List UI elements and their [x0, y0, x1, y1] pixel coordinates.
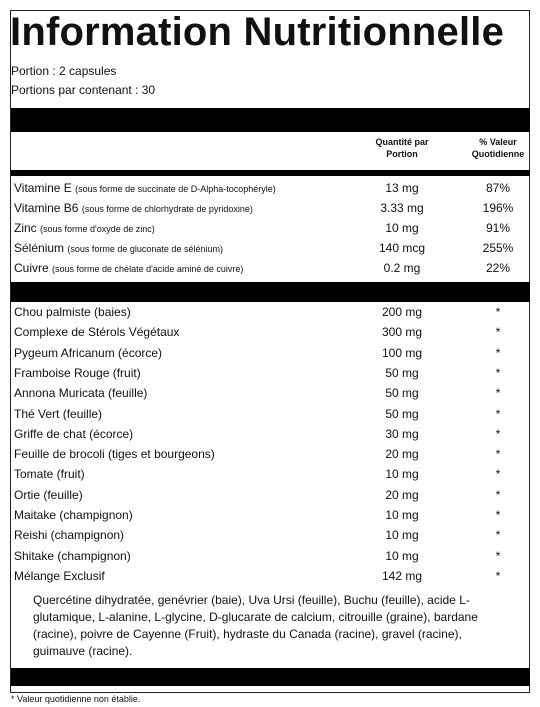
vitamins-row	[14, 258, 526, 278]
nutrient-label: Maitake (champignon)	[14, 508, 133, 522]
nutrient-source-note: (sous forme de chélate d'acide aminé de cuivre)	[52, 264, 244, 274]
nutrient-name	[14, 181, 276, 195]
nutrient-name	[14, 386, 147, 400]
nutrient-name	[14, 221, 155, 235]
nutrient-label: Ortie (feuille)	[14, 487, 83, 502]
bottom-divider	[11, 668, 530, 686]
amount-value: 10 mg	[385, 528, 419, 543]
herbs-row	[14, 485, 526, 505]
nutrient-name	[14, 569, 105, 583]
nutrient-name	[14, 366, 141, 380]
herbs-row	[14, 566, 526, 586]
daily-value: *	[495, 365, 501, 380]
herbs-row	[14, 525, 526, 545]
nutrient-name	[14, 467, 85, 481]
nutrient-name	[14, 346, 162, 360]
amount-value: 142 mg	[381, 568, 423, 583]
thick-divider-2	[11, 282, 530, 302]
amount-value: 20 mg	[385, 447, 419, 462]
daily-value: *	[495, 447, 501, 462]
nutrient-name	[14, 508, 133, 522]
amount-value: 13 mg	[385, 181, 419, 195]
vitamins-row	[14, 178, 526, 198]
daily-value: 22%	[485, 261, 511, 275]
daily-value: *	[495, 305, 501, 319]
nutrient-label: Feuille de brocoli (tiges et bourgeons)	[14, 447, 215, 462]
daily-value: *	[495, 325, 501, 340]
amount-value: 10 mg	[385, 548, 419, 563]
daily-value: *	[495, 548, 501, 563]
amount-value: 200 mg	[381, 305, 423, 319]
amount-value: 30 mg	[385, 426, 419, 441]
herbs-row	[14, 444, 526, 464]
amount-value: 50 mg	[385, 386, 419, 401]
nutrient-name	[14, 549, 131, 563]
amount-value: 10 mg	[385, 508, 419, 522]
nutrient-source-note: (sous forme de gluconate de sélénium)	[67, 244, 223, 254]
daily-value: 255%	[482, 241, 514, 255]
nutrient-label: Complexe de Stérols Végétaux	[14, 325, 180, 340]
blend-ingredients: Quercétine dihydratée, genévrier (baie), Uva Ursi (feuille), Buchu (feuille), acide L-glutamique, L-alanine, L-glycine, D-glucarate de calcium, citrouille (graine), bardane (racine), poivre de Cayenne (Fruit), hydraste du Canada (racine), gravel (racine), guimauve (racine).	[33, 593, 478, 658]
nutrient-name	[14, 261, 243, 275]
nutrient-label: Pygeum Africanum (écorce)	[14, 345, 163, 360]
amount-header-line1: Quantité par	[375, 137, 429, 147]
nutrient-source-note: (sous forme de succinate de D-Alpha-tocophéryle)	[75, 184, 276, 194]
vitamins-row	[14, 218, 526, 238]
daily-value: *	[495, 528, 501, 543]
daily-value: *	[495, 487, 501, 502]
nutrient-label: Vitamine E	[14, 181, 72, 195]
herbs-row	[14, 343, 526, 363]
amount-value: 20 mg	[385, 487, 419, 502]
nutrient-label: Annona Muricata (feuille)	[14, 386, 148, 401]
nutrient-label: Mélange Exclusif	[14, 568, 105, 583]
daily-value: *	[495, 386, 501, 401]
amount-value: 10 mg	[385, 221, 419, 235]
servings-per-container: Portions par contenant : 30	[11, 83, 156, 97]
herbs-row	[14, 546, 526, 566]
daily-value: *	[495, 508, 501, 522]
nutrient-label: Shitake (champignon)	[14, 548, 131, 563]
nutrient-name	[14, 407, 102, 421]
daily-value: 87%	[485, 181, 511, 195]
nutrient-name	[14, 488, 83, 502]
nutrient-name	[14, 447, 215, 461]
amount-value: 10 mg	[385, 467, 419, 482]
herbs-row	[14, 363, 526, 383]
nutrient-name	[14, 528, 124, 542]
daily-value: *	[495, 406, 501, 421]
thick-divider	[11, 108, 530, 132]
medium-divider	[11, 170, 530, 176]
herbs-row	[14, 505, 526, 525]
amount-value: 3.33 mg	[380, 201, 424, 215]
daily-value-header	[462, 136, 534, 160]
daily-value: *	[495, 345, 501, 360]
nutrient-name	[14, 305, 131, 319]
amount-header-line2: Portion	[386, 149, 418, 159]
nutrient-name	[14, 201, 253, 215]
serving-size: Portion : 2 capsules	[11, 64, 117, 78]
nutrient-source-note: (sous forme de chlorhydrate de pyridoxine)	[81, 204, 253, 214]
nutrient-source-note: (sous forme d'oxyde de zinc)	[40, 224, 155, 234]
nutrient-label: Griffe de chat (écorce)	[14, 426, 134, 441]
amount-value: 0.2 mg	[383, 261, 421, 275]
herbs-row	[14, 322, 526, 342]
daily-value: 196%	[482, 201, 514, 215]
nutrient-label: Chou palmiste (baies)	[14, 305, 131, 319]
nutrient-label: Cuivre	[14, 261, 49, 275]
dv-header-line2: Quotidienne	[471, 149, 525, 159]
footnote: * Valeur quotidienne non établie.	[11, 694, 141, 704]
herbs-row	[14, 424, 526, 444]
amount-value: 50 mg	[385, 406, 419, 421]
amount-value: 140 mcg	[378, 241, 426, 255]
nutrient-label: Vitamine B6	[14, 201, 79, 215]
herbs-row	[14, 464, 526, 484]
nutrient-label: Framboise Rouge (fruit)	[14, 365, 141, 380]
nutrient-name	[14, 325, 179, 339]
herbs-row	[14, 383, 526, 403]
daily-value: *	[495, 568, 501, 583]
amount-per-serving-header	[366, 136, 438, 160]
amount-value: 100 mg	[381, 345, 423, 360]
panel-title: Information Nutritionnelle	[10, 10, 505, 54]
nutrient-name	[14, 427, 133, 441]
amount-value: 300 mg	[381, 325, 423, 340]
nutrient-name	[14, 241, 223, 255]
herbs-row	[14, 404, 526, 424]
vitamins-row	[14, 238, 526, 258]
daily-value: *	[495, 467, 501, 482]
nutrient-label: Sélénium	[14, 241, 65, 255]
herbs-row	[14, 302, 526, 322]
nutrient-label: Thé Vert (feuille)	[14, 406, 103, 421]
nutrient-label: Zinc	[14, 221, 37, 235]
nutrient-label: Reishi (champignon)	[14, 528, 125, 543]
daily-value: 91%	[485, 221, 511, 235]
nutrient-label: Tomate (fruit)	[14, 467, 85, 482]
vitamins-row	[14, 198, 526, 218]
dv-header-line1: % Valeur	[479, 137, 517, 147]
amount-value: 50 mg	[385, 365, 419, 380]
daily-value: *	[495, 426, 501, 441]
